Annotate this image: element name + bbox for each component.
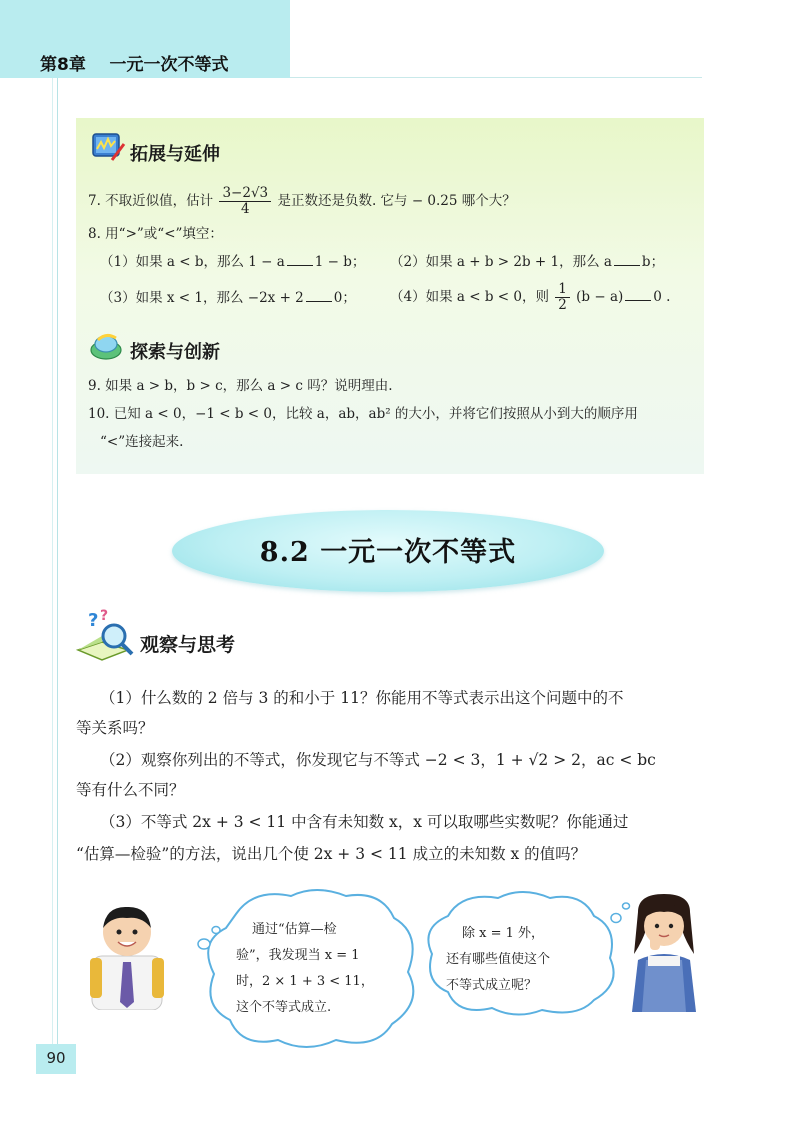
answer-blank[interactable] bbox=[614, 253, 640, 266]
explore-heading: 探索与创新 bbox=[130, 342, 220, 363]
svg-text:?: ? bbox=[100, 608, 109, 624]
page-number: 90 bbox=[46, 1049, 66, 1067]
girl-bubble-line-3: 不等式成立呢？ bbox=[446, 978, 538, 993]
observe-heading: 观察与思考 bbox=[140, 634, 236, 656]
girl-bubble-line-1: 除 x = 1 外， bbox=[462, 926, 545, 941]
header-rule bbox=[290, 77, 702, 78]
explore-icon bbox=[88, 328, 124, 368]
boy-bubble-line-2: 验”，我发现当 x = 1 bbox=[236, 948, 360, 963]
answer-blank[interactable] bbox=[306, 289, 332, 302]
extension-icon bbox=[90, 130, 126, 170]
question-8-1: （1）如果 a < b，那么 1 − a 1 − b； bbox=[100, 254, 366, 270]
paragraph-2-cont: 等有什么不同？ bbox=[76, 781, 185, 799]
margin-rule-inner bbox=[52, 78, 53, 1048]
question-7: 7. 不取近似值，估计 $\frac{3-2√3}{4}$ 是正数还是负数. 它与 − 0.25 哪个大？ bbox=[88, 185, 516, 217]
question-10: 10. 已知 a < 0，−1 < b < 0，比较 a，ab，ab² 的大小，并将它们按照从小到大的顺序用 bbox=[88, 406, 638, 422]
question-8-3: （3）如果 x < 1，那么 −2x + 2 0； bbox=[100, 290, 356, 306]
fraction: $\frac{1}{2}$ bbox=[555, 282, 570, 313]
fraction: $\frac{3-2√3}{4}$ bbox=[219, 186, 271, 217]
girl-bubble-line-2: 还有哪些值使这个 bbox=[446, 952, 551, 967]
question-10-cont: “<”连接起来. bbox=[100, 434, 184, 450]
paragraph-2: （2）观察你列出的不等式，你发现它与不等式 −2 < 3，1 + √2 > 2，ac < bc bbox=[100, 751, 656, 769]
boy-illustration bbox=[82, 898, 172, 1014]
paragraph-1: （1）什么数的 2 倍与 3 的和小于 11？你能用不等式表示出这个问题中的不 bbox=[100, 689, 624, 707]
paragraph-3-cont: “估算—检验”的方法，说出几个使 2x + 3 < 11 成立的未知数 x 的值吗？ bbox=[76, 845, 587, 863]
extension-heading: 拓展与延伸 bbox=[130, 144, 220, 165]
margin-rule bbox=[57, 78, 58, 1048]
answer-blank[interactable] bbox=[625, 288, 651, 301]
svg-text:?: ? bbox=[88, 610, 99, 631]
girl-illustration bbox=[624, 890, 704, 1018]
question-8-4: （4）如果 a < b < 0，则 $\frac{1}{2}$ (b − a) 0 . bbox=[390, 281, 671, 313]
observe-icon bbox=[72, 606, 136, 670]
section-title: 8.2 一元一次不等式 bbox=[259, 537, 517, 568]
chapter-title: 第8章 一元一次不等式 bbox=[40, 55, 229, 75]
answer-blank[interactable] bbox=[287, 253, 313, 266]
boy-bubble-line-4: 这个不等式成立. bbox=[236, 1000, 332, 1015]
question-9: 9. 如果 a > b，b > c，那么 a > c 吗？说明理由. bbox=[88, 378, 393, 394]
boy-bubble-line-3: 时，2 × 1 + 3 < 11， bbox=[236, 974, 374, 989]
question-8: 8. 用“>”或“<”填空： bbox=[88, 226, 223, 242]
paragraph-3: （3）不等式 2x + 3 < 11 中含有未知数 x，x 可以取哪些实数呢？你能通过 bbox=[100, 813, 629, 831]
paragraph-1-cont: 等关系吗？ bbox=[76, 719, 154, 737]
boy-bubble-line-1: 通过“估算—检 bbox=[252, 922, 337, 937]
question-8-2: （2）如果 a + b > 2b + 1，那么 a b； bbox=[390, 254, 665, 270]
